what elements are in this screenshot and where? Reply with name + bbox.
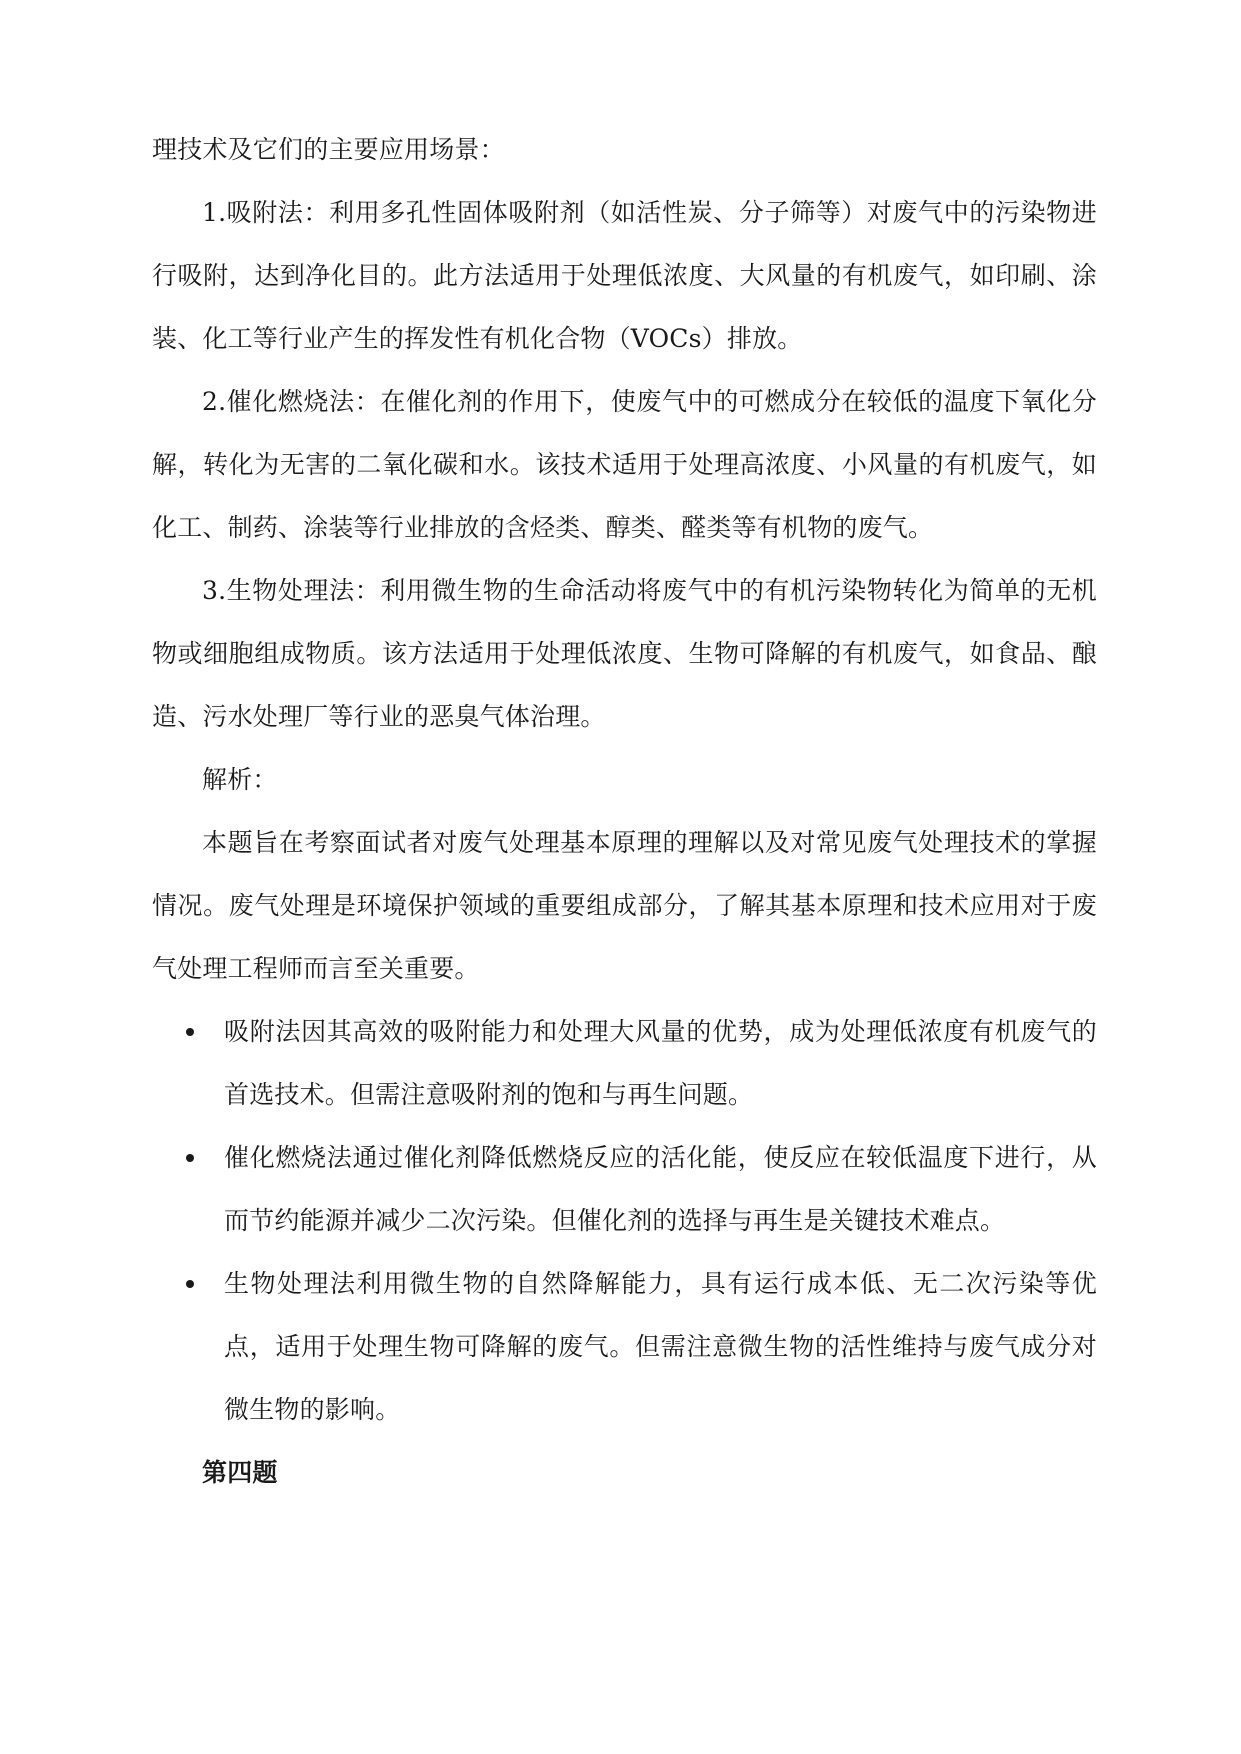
- bullet-icon: [186, 1028, 194, 1036]
- bullet-text: 吸附法因其高效的吸附能力和处理大风量的优势，成为处理低浓度有机废气的首选技术。但需注意吸附剂的饱和与再生问题。: [224, 1017, 1097, 1109]
- section-heading: 第四题: [202, 1458, 278, 1487]
- list-item: [152, 1252, 1097, 1441]
- bullet-icon: [186, 1154, 194, 1162]
- list-item: [152, 1126, 1097, 1252]
- bullet-text: 生物处理法利用微生物的自然降解能力，具有运行成本低、无二次污染等优点，适用于处理生物可降解的废气。但需注意微生物的活性维持与废气成分对微生物的影响。: [224, 1269, 1097, 1424]
- bullet-text: 催化燃烧法通过催化剂降低燃烧反应的活化能，使反应在较低温度下进行，从而节约能源并减少二次污染。但催化剂的选择与再生是关键技术难点。: [224, 1143, 1097, 1235]
- paragraph-catalytic-combustion: 2.催化燃烧法：在催化剂的作用下，使废气中的可燃成分在较低的温度下氧化分解，转化为无害的二氧化碳和水。该技术适用于处理高浓度、小风量的有机废气，如化工、制药、涂装等行业排放的含烃类、醇类、醛类等有机物的废气。: [152, 387, 1097, 542]
- bullet-icon: [186, 1280, 194, 1288]
- paragraph-analysis-body: 本题旨在考察面试者对废气处理基本原理的理解以及对常见废气处理技术的掌握情况。废气处理是环境保护领域的重要组成部分，了解其基本原理和技术应用对于废气处理工程师而言至关重要。: [152, 828, 1097, 983]
- paragraph-intro-continuation: 理技术及它们的主要应用场景：: [152, 135, 505, 164]
- paragraph-adsorption-method: 1.吸附法：利用多孔性固体吸附剂（如活性炭、分子筛等）对废气中的污染物进行吸附，达到净化目的。此方法适用于处理低浓度、大风量的有机废气，如印刷、涂装、化工等行业产生的挥发性有机化合物（VOCs）排放。: [152, 198, 1097, 353]
- document-body: [152, 118, 1097, 1504]
- paragraph-biological-treatment: 3.生物处理法：利用微生物的生命活动将废气中的有机污染物转化为简单的无机物或细胞组成物质。该方法适用于处理低浓度、生物可降解的有机废气，如食品、酿造、污水处理厂等行业的恶臭气体治理。: [152, 576, 1097, 731]
- list-item: [152, 1000, 1097, 1126]
- paragraph-analysis-label: 解析：: [202, 765, 278, 794]
- analysis-bullet-list: [152, 1000, 1097, 1441]
